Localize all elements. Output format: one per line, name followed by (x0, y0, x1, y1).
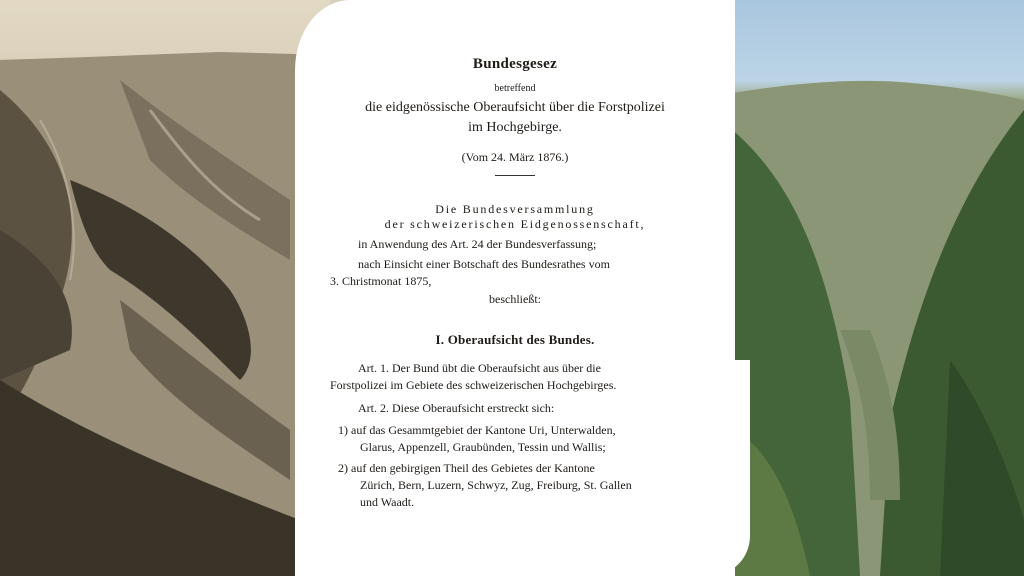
clause-2b: 3. Christmonat 1875, (330, 274, 432, 288)
clause-2: nach Einsicht einer Botschaft des Bundesrathes vom (358, 257, 610, 271)
assembly-line-2: der schweizerischen Eidgenossenschaft, (384, 217, 646, 231)
subject-line-2: im Hochgebirge. (468, 120, 562, 135)
item1-line-1: 1) auf das Gesammtgebiet der Kantone Uri, Unterwalden, (338, 423, 616, 437)
section-heading: I. Oberaufsicht des Bundes. (435, 332, 595, 347)
eroded-ravine-photo (0, 0, 330, 576)
art1-line-1: Art. 1. Der Bund übt die Oberaufsicht aus über die (358, 361, 601, 375)
item2-line-2: Zürich, Bern, Luzern, Schwyz, Zug, Freiburg, St. Gallen (360, 478, 632, 492)
forested-valley-photo (720, 0, 1024, 576)
art2-line-1: Art. 2. Diese Oberaufsicht erstreckt sich: (358, 401, 555, 415)
art1-line-2: Forstpolizei im Gebiete des schweizerischen Hochgebirges. (330, 378, 617, 392)
clause-1: in Anwendung des Art. 24 der Bundesverfassung; (358, 237, 597, 251)
item2-line-1: 2) auf den gebirgigen Theil des Gebietes der Kantone (338, 461, 595, 475)
item2-line-3: und Waadt. (360, 495, 415, 509)
document-subtitle: betreffend (494, 83, 536, 94)
document-date: (Vom 24. März 1876.) (461, 150, 569, 164)
resolves-line: beschließt: (489, 292, 541, 306)
subject-line-1: die eidgenössische Oberaufsicht über die Forstpolizei (365, 100, 665, 115)
divider (495, 175, 535, 176)
law-text (330, 56, 700, 511)
item1-line-2: Glarus, Appenzell, Graubünden, Tessin und Wallis; (360, 440, 606, 454)
assembly-line-1: Die Bundesversammlung (435, 202, 595, 216)
document-title: Bundesgesez (472, 56, 558, 72)
